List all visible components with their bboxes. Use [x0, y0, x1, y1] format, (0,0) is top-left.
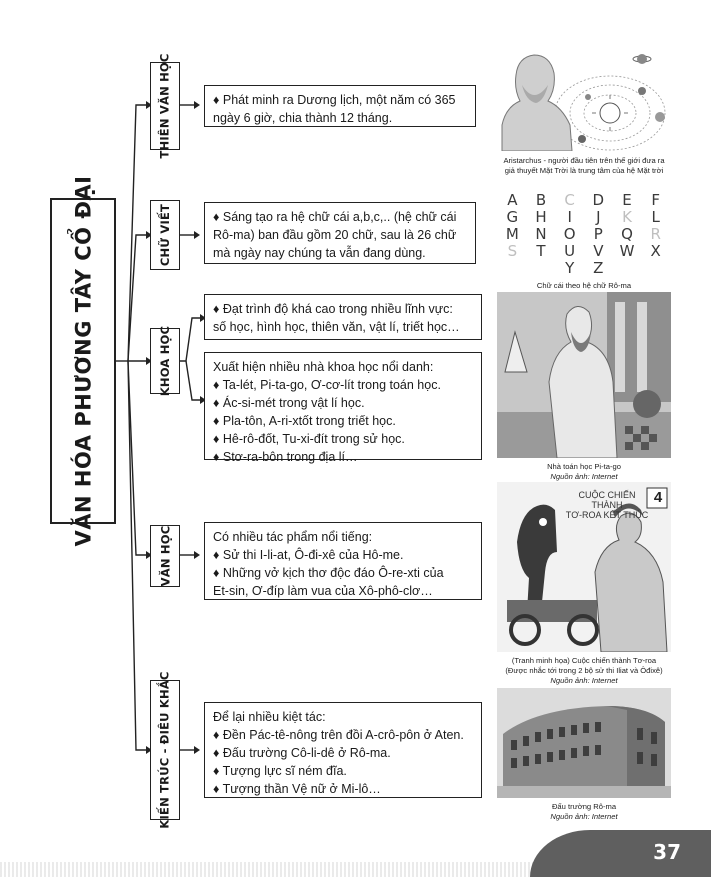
category-label-astronomy: THIÊN VĂN HỌC — [150, 62, 180, 150]
alphabet-letter: T — [536, 242, 546, 260]
pythagoras-caption: Nhà toán học Pi-ta-go Nguồn ảnh: Internet — [547, 462, 621, 481]
alphabet-letter: X — [650, 242, 661, 260]
category-label-science: KHOA HỌC — [150, 328, 180, 394]
aristarchus-caption — [492, 156, 676, 176]
alphabet-caption: Chữ cái theo hệ chữ Rô-ma — [536, 281, 632, 290]
comic-title: CUỘC CHIẾN THÀNH TƠ-ROA KẾT THÚC — [565, 490, 649, 520]
text-line: số học, hình học, thiên văn, vật lí, triết học… — [213, 320, 460, 334]
alphabet-letter: M — [505, 225, 519, 243]
text-line: ♦ Sáng tạo ra hệ chữ cái a,b,c,.. (hệ chữ cái — [213, 210, 457, 224]
box-science-1 — [204, 294, 482, 340]
colosseum-caption: Đấu trường Rô-ma Nguồn ảnh: Internet — [550, 802, 618, 821]
text-line: ♦ Ta-lét, Pi-ta-go, Ơ-cơ-lít trong toán học. — [213, 378, 441, 392]
alphabet-letter: R — [650, 225, 661, 243]
page-number-tab — [530, 830, 711, 877]
box-architecture — [204, 702, 482, 798]
colosseum-illustration — [497, 688, 671, 798]
alphabet-letter: I — [567, 208, 572, 226]
text-line: ♦ Tượng thần Vệ nữ ở Mi-lô… — [213, 782, 381, 796]
alphabet-letter: D — [592, 191, 605, 209]
text-line: ♦ Đạt trình độ khá cao trong nhiều lĩnh vực: — [213, 302, 453, 316]
alphabet-letter: W — [619, 242, 635, 260]
alphabet-letter: B — [535, 191, 547, 209]
alphabet-letter: L — [651, 208, 660, 226]
comic-number: 4 — [653, 489, 663, 506]
alphabet-letter: P — [593, 225, 603, 243]
box-science-2 — [204, 352, 482, 464]
pythagoras-image — [497, 292, 671, 458]
alphabet-letter: Q — [621, 225, 633, 243]
alphabet-letter: V — [593, 242, 604, 260]
text-line: Rô-ma) ban đầu gồm 20 chữ, sau là 26 chữ — [213, 228, 457, 242]
text-line: ♦ Hê-rô-đốt, Tu-xi-đít trong sử học. — [213, 432, 405, 446]
aristarchus-illustration — [492, 45, 676, 151]
caption-line: Aristarchus - người đầu tiên trên thế giới đưa ra — [503, 156, 665, 165]
box-astronomy — [204, 85, 476, 127]
alphabet-letter: J — [596, 208, 601, 226]
category-label-literature: VĂN HỌC — [150, 525, 180, 587]
text-line: ♦ Những vở kịch thơ độc đáo Ô-re-xti của — [213, 566, 444, 580]
text-line: ♦ Đền Pác-tê-nông trên đồi A-crô-pôn ở Aten. — [213, 728, 464, 742]
pythagoras-illustration — [497, 292, 671, 458]
caption-line: giả thuyết Mặt Trời là trung tâm của hệ Mặt trời — [504, 166, 664, 175]
alphabet-letter: E — [622, 191, 632, 209]
alphabet-letter: S — [507, 242, 518, 260]
page-number: 37 — [653, 840, 681, 864]
alphabet-letter: G — [506, 208, 519, 226]
alphabet-letter: H — [535, 208, 547, 226]
main-title-text: VĂN HÓA PHƯƠNG TÂY CỔ ĐẠI — [71, 175, 95, 547]
text-line: ♦ Đấu trường Cô-li-dê ở Rô-ma. — [213, 746, 391, 760]
alphabet-letter: F — [651, 191, 660, 209]
roman-alphabet — [498, 192, 670, 277]
text-line: ♦ Ác-si-mét trong vật lí học. — [213, 396, 365, 410]
text-line: Xuất hiện nhiều nhà khoa học nổi danh: — [213, 360, 434, 374]
category-label-architecture: KIẾN TRÚC - ĐIÊU KHẮC — [150, 680, 180, 820]
alphabet-letter: N — [535, 225, 547, 243]
troy-comic-image — [497, 482, 671, 652]
text-line: Có nhiều tác phẩm nổi tiếng: — [213, 530, 373, 544]
text-line: ♦ Pla-tôn, A-ri-xtốt trong triết học. — [213, 414, 396, 428]
text-line: ngày 6 giờ, chia thành 12 tháng. — [213, 111, 393, 125]
text-line: ♦ Tượng lực sĩ ném đĩa. — [213, 764, 347, 778]
text-line: ♦ Phát minh ra Dương lịch, một năm có 365 — [213, 93, 456, 107]
box-literature — [204, 522, 482, 600]
text-line: Để lại nhiều kiệt tác: — [213, 710, 326, 724]
alphabet-letter: U — [564, 242, 576, 260]
alphabet-letter: K — [622, 208, 632, 226]
alphabet-letter: Y — [565, 259, 575, 277]
alphabet-letter: A — [507, 191, 518, 209]
alphabet-letter: O — [563, 225, 576, 243]
aristarchus-image — [492, 45, 676, 151]
text-line: mà ngày nay chúng ta vẫn đang dùng. — [213, 246, 426, 260]
troy-caption: (Tranh minh họa) Cuộc chiến thành Tơ-roa (Được nhắc tới trong 2 bộ sử thi Iliat và Ôđixê) Nguồn ảnh: Internet — [505, 656, 663, 685]
text-line: ♦ Stơ-ra-bôn trong địa lí… — [213, 450, 358, 464]
alphabet-letter: C — [564, 191, 575, 209]
text-line: Et-sin, Ơ-đíp làm vua của Xô-phô-clơ… — [213, 584, 433, 598]
text-line: ♦ Sử thi I-li-at, Ô-đi-xê của Hô-me. — [213, 548, 404, 562]
category-label-writing: CHỮ VIẾT — [150, 200, 180, 270]
alphabet-letter: Z — [593, 259, 604, 277]
colosseum-image — [497, 688, 671, 798]
box-writing — [204, 202, 476, 264]
